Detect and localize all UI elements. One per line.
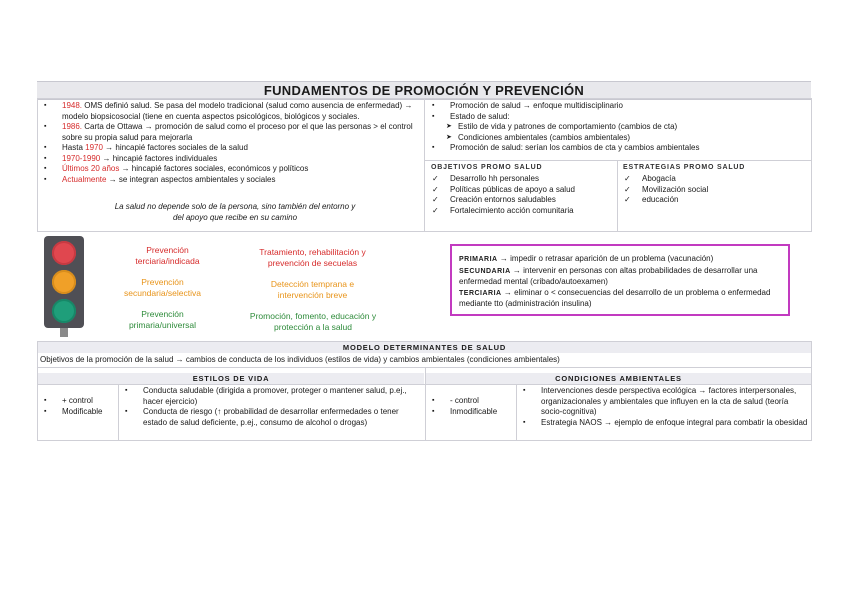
yellow-light-icon [52, 270, 76, 294]
estrategia-item: ✓ Abogacía [620, 174, 808, 185]
traffic-light-icon [44, 236, 84, 328]
history-item: ▪ Últimos 20 años → hincapié factores sociales, económicos y políticos [40, 164, 422, 175]
prevention-primary-label: Prevención primaria/universal [128, 309, 197, 330]
modelo-divider-2 [37, 384, 812, 385]
estrategias-list [620, 174, 808, 206]
prevention-secondary-label: Prevención secundaria/selectiva [123, 277, 201, 298]
condiciones-header: CONDICIONES AMBIENTALES [426, 373, 811, 384]
top-divider [424, 98, 425, 232]
promo-subitem: ➤ Condiciones ambientales (cambios ambientales) [436, 133, 810, 144]
history-item: ▪ 1948. OMS definió salud. Se pasa del modelo tradicional (salud como ausencia de enfermedad) → modelo biopsicosocial (tiene en cuenta aspectos psicológicos, biológicos y sociales. [40, 101, 422, 122]
modelo-objective: Objetivos de la promoción de la salud → cambios de conducta de los individuos (estilos de vida) y cambios ambientales (condiciones ambientales) [40, 355, 560, 364]
green-light-icon [52, 299, 76, 323]
cond-col-divider [516, 385, 517, 441]
estrategia-item: ✓ Movilización social [620, 185, 808, 196]
objetivo-item: ✓ Fortalecimiento acción comunitaria [428, 206, 616, 217]
estilos-col-divider [118, 385, 119, 441]
estrategia-item: ✓ educación [620, 195, 808, 206]
level-secundaria: SECUNDARIA → intervenir en personas con altas probabilidades de desarrollar una enfermedad mental (cribado/autoexamen) [459, 265, 758, 286]
prevention-levels-box [450, 244, 790, 316]
prevention-primary-desc: Promoción, fomento, educación y protección a la salud [249, 311, 377, 332]
objectives-vdivider [617, 160, 618, 232]
level-terciaria: TERCIARIA → eliminar o < consecuencias del desarrollo de un problema o enfermedad mediante tto (administración insulina) [459, 287, 771, 308]
promo-subitem: ➤ Estilo de vida y patrones de comportamiento (cambios de cta) [436, 122, 810, 133]
estilos-left [40, 396, 118, 417]
history-item: ▪ Actualmente → se integran aspectos ambientales y sociales [40, 175, 422, 186]
estrategias-header: ESTRATEGIAS PROMO SALUD [623, 164, 746, 171]
estilos-attr: ▪ + control [40, 396, 118, 407]
modelo-vdivider [425, 368, 426, 441]
level-primaria: PRIMARIA → impedir o retrasar aparición de un problema (vacunación) [459, 254, 714, 263]
estilos-item: ▪ Conducta de riesgo (↑ probabilidad de desarrollar enfermedades o tener estado de salud deficiente, p.ej., consumo de alcohol o drogas) [121, 407, 421, 428]
prevention-tertiary-desc: Tratamiento, rehabilitación y prevención de secuelas [259, 247, 366, 268]
objetivos-header: OBJETIVOS PROMO SALUD [431, 164, 543, 171]
estilos-attr: ▪ Modificable [40, 407, 118, 418]
history-item: ▪ Hasta 1970 → hincapié factores sociales de la salud [40, 143, 422, 154]
estilos-item: ▪ Conducta saludable (dirigida a promover, proteger o mantener salud, p.ej., hacer ejercicio) [121, 386, 421, 407]
page-title: FUNDAMENTOS DE PROMOCIÓN Y PREVENCIÓN [37, 81, 811, 100]
promo-item: ▪ Promoción de salud → enfoque multidisciplinario [428, 101, 810, 112]
objetivo-item: ✓ Políticas públicas de apoyo a salud [428, 185, 616, 196]
promo-item: ▪ Promoción de salud: serían los cambios de cta y cambios ambientales [428, 143, 810, 154]
promo-item: ▪ Estado de salud: [428, 112, 810, 123]
red-light-icon [52, 241, 76, 265]
cond-left [428, 396, 516, 417]
cond-item: ▪ Intervenciones desde perspectiva ecológica → factores interpersonales, organizacionales y ambientales que influyen en la cta de salud (teoría socio-cognitiva) [519, 386, 809, 418]
quote: La salud no depende solo de la persona, sino también del entorno y del apoyo que recibe en su camino [114, 202, 356, 222]
history-list [40, 101, 422, 185]
cond-attr: ▪ - control [428, 396, 516, 407]
history-item: ▪ 1986. Carta de Ottawa → promoción de salud como el proceso por el que las personas > el control sobre su propia salud para mejorarla [40, 122, 422, 143]
prevention-tertiary-label: Prevención terciaria/indicada [135, 245, 200, 266]
history-item: ▪ 1970-1990 → hincapié factores individuales [40, 154, 422, 165]
traffic-light-pole [60, 328, 68, 337]
estilos-header: ESTILOS DE VIDA [38, 373, 424, 384]
cond-item: ▪ Estrategia NAOS → ejemplo de enfoque integral para combatir la obesidad [519, 418, 809, 429]
cond-right [519, 386, 809, 428]
objectives-divider [425, 160, 812, 161]
objetivo-item: ✓ Desarrollo hh personales [428, 174, 616, 185]
modelo-header: MODELO DETERMINANTES DE SALUD [38, 342, 811, 353]
promo-info [428, 101, 810, 154]
objetivos-list [428, 174, 616, 216]
objetivo-item: ✓ Creación entornos saludables [428, 195, 616, 206]
prevention-secondary-desc: Detección temprana e intervención breve [270, 279, 355, 300]
cond-attr: ▪ Inmodificable [428, 407, 516, 418]
estilos-right [121, 386, 421, 428]
